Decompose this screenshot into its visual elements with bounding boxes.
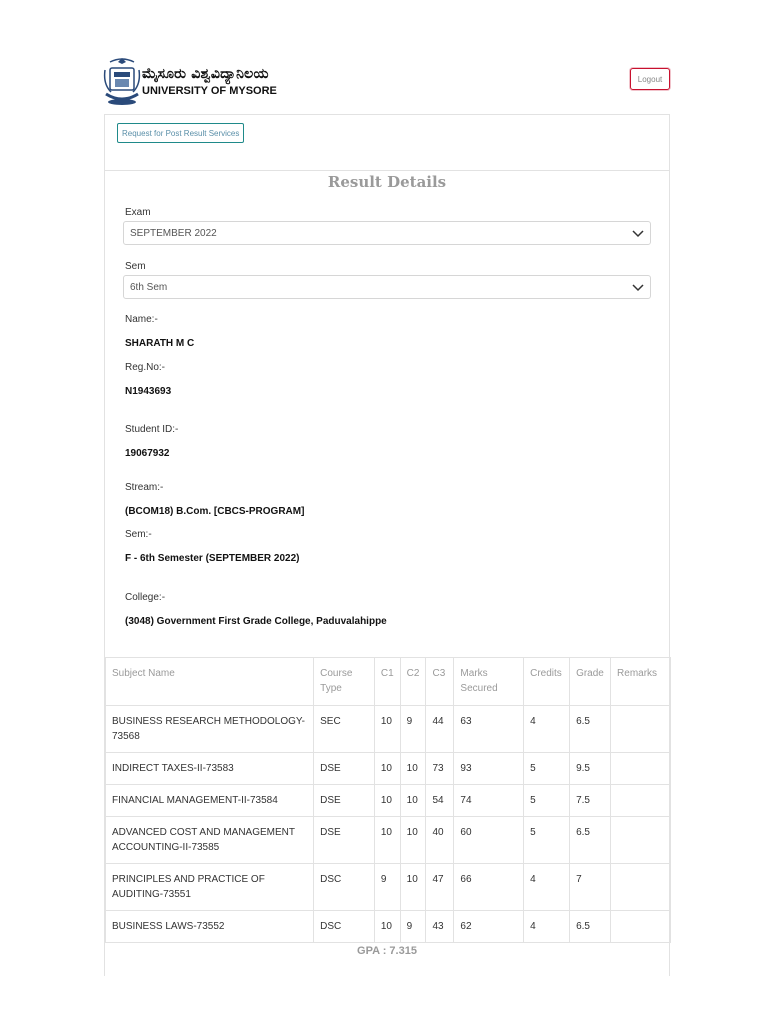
sem-selected-value: 6th Sem: [130, 281, 168, 293]
chevron-down-icon: [632, 281, 644, 293]
chevron-down-icon: [632, 227, 644, 239]
table-row: [106, 753, 671, 785]
remarks-cell: [611, 706, 671, 753]
table-row: [106, 911, 671, 943]
table-row: [106, 706, 671, 753]
col-c3: C3: [426, 658, 454, 706]
sem-label: Sem: [125, 261, 146, 272]
grade-cell: 6.5: [570, 911, 611, 943]
university-emblem-icon: [102, 56, 142, 108]
page-title: Result Details: [327, 173, 447, 191]
col-grade: Grade: [570, 658, 611, 706]
actions-bar: [105, 115, 669, 171]
subject-name-cell: FINANCIAL MANAGEMENT-II-73584: [106, 785, 314, 817]
logout-button[interactable]: Logout: [630, 68, 670, 90]
c3-cell: 54: [426, 785, 454, 817]
subject-name-cell: INDIRECT TAXES-II-73583: [106, 753, 314, 785]
result-card: [104, 114, 670, 976]
subject-name-cell: PRINCIPLES AND PRACTICE OF AUDITING-73551: [106, 864, 314, 911]
c3-cell: 40: [426, 817, 454, 864]
c1-cell: 10: [374, 753, 400, 785]
remarks-cell: [611, 911, 671, 943]
c2-cell: 10: [400, 864, 426, 911]
grade-cell: 7.5: [570, 785, 611, 817]
col-c2: C2: [400, 658, 426, 706]
logo-english-text: UNIVERSITY OF MYSORE: [142, 84, 277, 97]
marks-cell: 63: [454, 706, 524, 753]
remarks-cell: [611, 753, 671, 785]
c2-cell: 10: [400, 753, 426, 785]
logo-kannada-text: ಮೈಸೂರು ವಿಶ್ವವಿದ್ಯಾನಿಲಯ: [142, 66, 269, 83]
name-label: Name:-: [125, 314, 158, 325]
stream-value: (BCOM18) B.Com. [CBCS-PROGRAM]: [125, 506, 305, 517]
course-type-cell: DSE: [314, 753, 375, 785]
remarks-cell: [611, 785, 671, 817]
grade-cell: 6.5: [570, 706, 611, 753]
sem-select[interactable]: [123, 275, 651, 299]
table-row: [106, 785, 671, 817]
c1-cell: 9: [374, 864, 400, 911]
college-label: College:-: [125, 592, 166, 603]
c2-cell: 9: [400, 706, 426, 753]
exam-selected-value: SEPTEMBER 2022: [130, 227, 217, 239]
marks-cell: 66: [454, 864, 524, 911]
c1-cell: 10: [374, 911, 400, 943]
course-type-cell: DSC: [314, 911, 375, 943]
exam-select[interactable]: [123, 221, 651, 245]
credits-cell: 4: [524, 864, 570, 911]
grade-cell: 9.5: [570, 753, 611, 785]
student-id-value: 19067932: [125, 448, 170, 459]
c3-cell: 44: [426, 706, 454, 753]
gpa-value: GPA : 7.315: [357, 945, 417, 957]
results-table: [105, 657, 671, 943]
col-remarks: Remarks: [611, 658, 671, 706]
c2-cell: 9: [400, 911, 426, 943]
col-marks-secured: Marks Secured: [454, 658, 524, 706]
course-type-cell: SEC: [314, 706, 375, 753]
credits-cell: 4: [524, 911, 570, 943]
col-c1: C1: [374, 658, 400, 706]
semester-label: Sem:-: [125, 529, 152, 540]
c2-cell: 10: [400, 785, 426, 817]
c1-cell: 10: [374, 706, 400, 753]
college-value: (3048) Government First Grade College, Paduvalahippe: [125, 616, 387, 627]
reg-no-value: N1943693: [125, 386, 172, 397]
marks-cell: 93: [454, 753, 524, 785]
grade-cell: 7: [570, 864, 611, 911]
student-id-label: Student ID:-: [125, 424, 179, 435]
marks-cell: 62: [454, 911, 524, 943]
post-result-services-button[interactable]: Request for Post Result Services: [117, 123, 244, 143]
stream-label: Stream:-: [125, 482, 164, 493]
c2-cell: 10: [400, 817, 426, 864]
credits-cell: 5: [524, 817, 570, 864]
exam-label: Exam: [125, 207, 151, 218]
col-credits: Credits: [524, 658, 570, 706]
col-subject-name: Subject Name: [106, 658, 314, 706]
marks-cell: 60: [454, 817, 524, 864]
semester-value: F - 6th Semester (SEPTEMBER 2022): [125, 553, 300, 564]
table-row: [106, 817, 671, 864]
c3-cell: 47: [426, 864, 454, 911]
marks-cell: 74: [454, 785, 524, 817]
page-header: [102, 56, 670, 110]
credits-cell: 5: [524, 785, 570, 817]
student-name: SHARATH M C: [125, 338, 195, 349]
subject-name-cell: BUSINESS LAWS-73552: [106, 911, 314, 943]
c3-cell: 73: [426, 753, 454, 785]
subject-name-cell: ADVANCED COST AND MANAGEMENT ACCOUNTING-II-73585: [106, 817, 314, 864]
col-course-type: Course Type: [314, 658, 375, 706]
grade-cell: 6.5: [570, 817, 611, 864]
university-logo: [102, 56, 277, 108]
remarks-cell: [611, 817, 671, 864]
credits-cell: 4: [524, 706, 570, 753]
c1-cell: 10: [374, 785, 400, 817]
credits-cell: 5: [524, 753, 570, 785]
c3-cell: 43: [426, 911, 454, 943]
course-type-cell: DSC: [314, 864, 375, 911]
reg-no-label: Reg.No:-: [125, 362, 166, 373]
course-type-cell: DSE: [314, 817, 375, 864]
table-header-row: [106, 658, 671, 706]
course-type-cell: DSE: [314, 785, 375, 817]
table-row: [106, 864, 671, 911]
subject-name-cell: BUSINESS RESEARCH METHODOLOGY-73568: [106, 706, 314, 753]
remarks-cell: [611, 864, 671, 911]
c1-cell: 10: [374, 817, 400, 864]
